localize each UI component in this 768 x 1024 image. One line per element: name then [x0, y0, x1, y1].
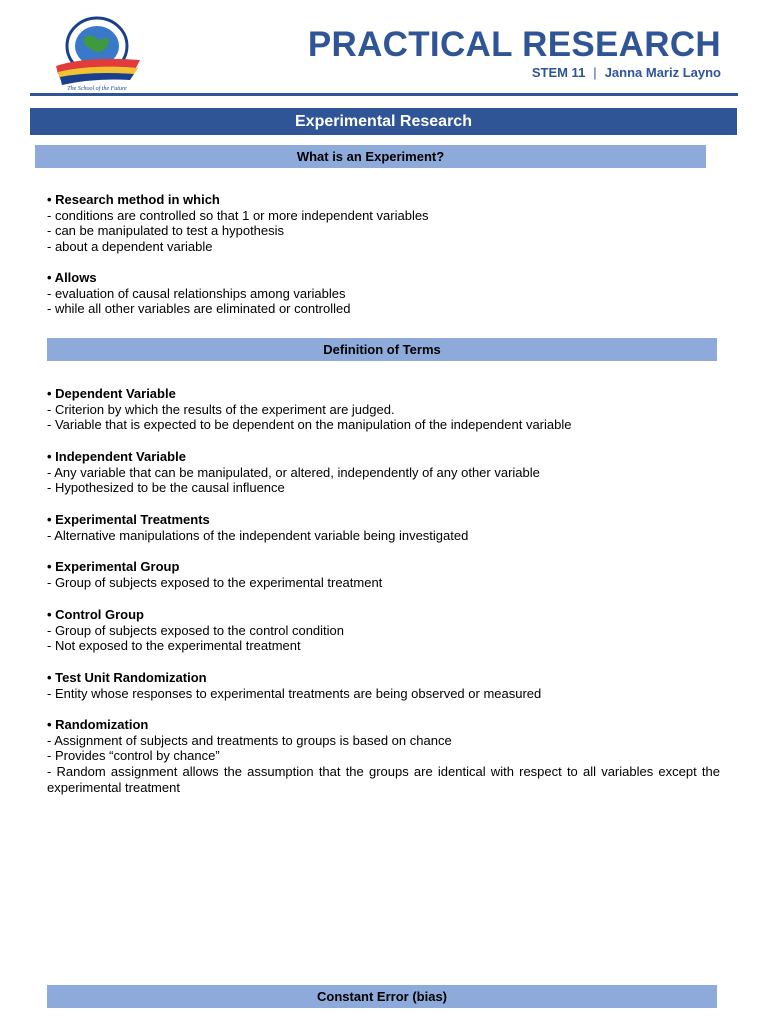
definition-independent-variable: [47, 449, 720, 496]
subheading-constant-error: Constant Error (bias): [47, 985, 717, 1008]
page-subtitle: [532, 65, 721, 80]
term-line: - Not exposed to the experimental treatment: [47, 638, 301, 654]
term-line: - Provides “control by chance”: [47, 748, 220, 764]
grade-label: STEM 11: [531, 65, 586, 80]
header-divider: [30, 93, 738, 96]
term-label: • Allows: [47, 270, 97, 285]
term-line: - about a dependent variable: [47, 239, 213, 255]
term-label: • Experimental Group: [47, 559, 180, 574]
definition-dependent-variable: [47, 386, 720, 433]
term-line: - conditions are controlled so that 1 or more independent variables: [47, 207, 429, 223]
definition-experimental-group: [47, 559, 720, 590]
term-label: • Test Unit Randomization: [47, 670, 207, 685]
experiment-group-research-method: [47, 192, 720, 255]
school-logo: [50, 14, 144, 92]
page-title: PRACTICAL RESEARCH: [307, 25, 721, 64]
term-line: - Entity whose responses to experimental treatments are being observed or measured: [47, 685, 542, 701]
experiment-group-allows: [47, 270, 720, 317]
term-label: • Randomization: [47, 717, 149, 732]
term-line: - Random assignment allows the assumption that the groups are identical with respect to all variables except the experimental treatment: [47, 764, 720, 795]
term-label: • Dependent Variable: [47, 386, 176, 401]
term-line: - Hypothesized to be the causal influence: [47, 480, 285, 496]
term-line: - Criterion by which the results of the experiment are judged.: [47, 401, 395, 417]
term-label: • Control Group: [47, 607, 144, 622]
term-line: - evaluation of causal relationships among variables: [47, 285, 346, 301]
section-title: Experimental Research: [30, 108, 737, 135]
definition-test-unit-randomization: [47, 670, 720, 701]
term-line: - while all other variables are eliminated or controlled: [47, 301, 351, 317]
logo-motto: The School of the Future: [67, 86, 127, 92]
author-name: Janna Mariz Layno: [604, 65, 721, 80]
term-line: - Group of subjects exposed to the experimental treatment: [47, 574, 383, 590]
term-line: - Any variable that can be manipulated, or altered, independently of any other variable: [47, 464, 540, 480]
term-label: • Research method in which: [47, 192, 220, 207]
term-line: - can be manipulated to test a hypothesis: [47, 223, 285, 239]
definition-control-group: [47, 607, 720, 654]
term-line: - Group of subjects exposed to the control condition: [47, 622, 345, 638]
subtitle-separator: |: [593, 65, 597, 80]
term-line: - Alternative manipulations of the independent variable being investigated: [47, 527, 469, 543]
term-label: • Independent Variable: [47, 449, 186, 464]
definition-randomization: [47, 717, 720, 796]
term-label: • Experimental Treatments: [47, 512, 210, 527]
definition-experimental-treatments: [47, 512, 720, 543]
subheading-definition-of-terms: Definition of Terms: [47, 338, 717, 361]
subheading-what-is-experiment: What is an Experiment?: [35, 145, 706, 168]
term-line: - Assignment of subjects and treatments to groups is based on chance: [47, 732, 452, 748]
term-line: - Variable that is expected to be dependent on the manipulation of the independent variable: [47, 417, 572, 433]
